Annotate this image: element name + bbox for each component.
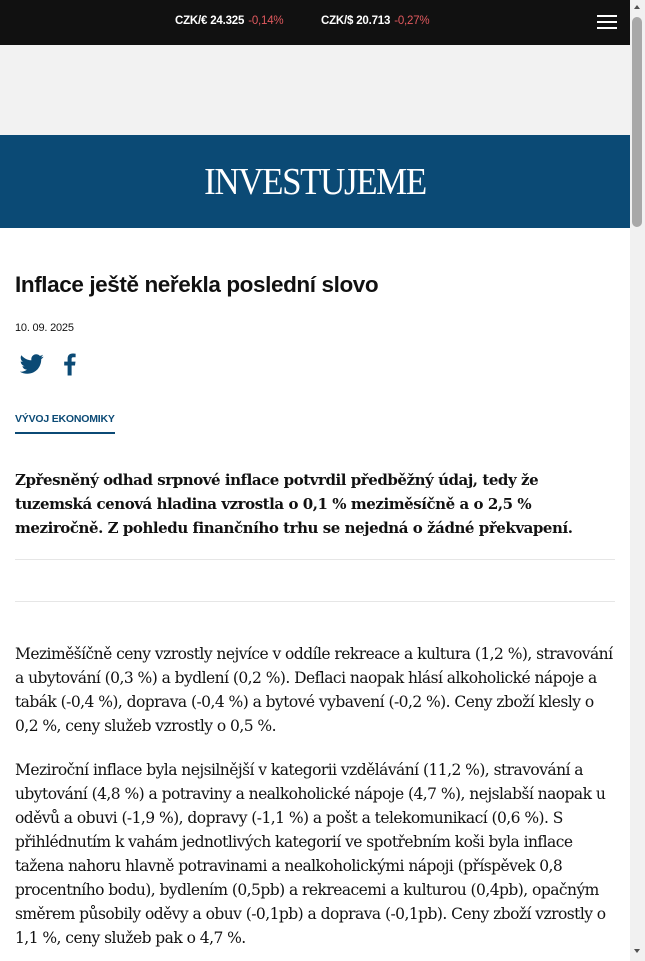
article-title: Inflace ještě neřekla poslední slovo: [15, 272, 379, 297]
scrollbar-thumb[interactable]: [632, 17, 642, 227]
ticker-usd[interactable]: [321, 15, 429, 27]
article-date: 10. 09. 2025: [15, 322, 74, 334]
menu-line: [597, 27, 617, 29]
currency-ticker-bar: [0, 0, 630, 45]
hamburger-menu-icon[interactable]: [597, 14, 617, 30]
scroll-up-arrow-icon[interactable]: [634, 5, 640, 9]
menu-line: [597, 21, 617, 23]
article-paragraph: Meziměšíčně ceny vzrostly nejvíce v oddíle rekreace a kultura (1,2 %), stravování a ubytování (0,3 %) a bydlení (0,2 %). Deflaci naopak hlásí alkoholické nápoje a tabák (-0,4 %), doprava (-0,4 %) a bytové vybavení (-0,2 %). Ceny zboží klesly o 0,2 %, ceny služeb vzrostly o 0,5 %.: [15, 645, 613, 735]
header-band: [0, 135, 630, 228]
vertical-scrollbar[interactable]: [630, 0, 645, 961]
article-paragraph: Meziroční inflace byla nejsilnější v kategorii vzdělávání (11,2 %), stravování a ubytování (4,8 %) a potraviny a nealkoholické nápoje (4,7 %), nejslabší naopak u oděvů a obuvi (-1,9 %), dopravy (-1,1 %) a pošt a telekomunikací (0,6 %). S přihlédnutím k vahám jednotlivých kategorií ve spotřebním koši byla inflace tažena nahoru hlavně potravinami a nealkoholickými nápoji (příspěvek 0,8 procentního bodu), bydlením (0,5pb) a rekreacemi a kulturou (0,4pb), opačným směrem působily oděvy a obuv (-0,1pb) a doprava (-0,1pb). Ceny zboží vzrostly o 1,1 %, ceny služeb pak o 4,7 %.: [15, 761, 606, 947]
site-logo[interactable]: INVESTUJEME: [204, 161, 426, 203]
ticker-eur[interactable]: [175, 15, 283, 27]
article-lead: Zpřesněný odhad srpnové inflace potvrdil předběžný údaj, tedy že tuzemská cenová hladina vzrostla o 0,1 % meziměsíčně a o 2,5 % meziročně. Z pohledu finančního trhu se nejedná o žádné překvapení.: [15, 471, 573, 537]
share-twitter-button[interactable]: [20, 352, 46, 378]
ad-slot: [0, 45, 630, 135]
divider: [15, 559, 615, 560]
ticker-eur-change: -0,14%: [248, 15, 284, 27]
share-facebook-button[interactable]: [58, 352, 84, 378]
scroll-down-arrow-icon[interactable]: [634, 949, 640, 953]
facebook-icon: [58, 352, 82, 376]
category-tag[interactable]: VÝVOJ EKONOMIKY: [15, 413, 115, 434]
ticker-usd-change: -0,27%: [394, 15, 430, 27]
twitter-icon: [20, 352, 44, 376]
ticker-usd-rate: CZK/$ 20.713: [321, 15, 391, 27]
ticker-eur-rate: CZK/€ 24.325: [175, 15, 245, 27]
menu-line: [597, 15, 617, 17]
divider: [15, 601, 615, 602]
